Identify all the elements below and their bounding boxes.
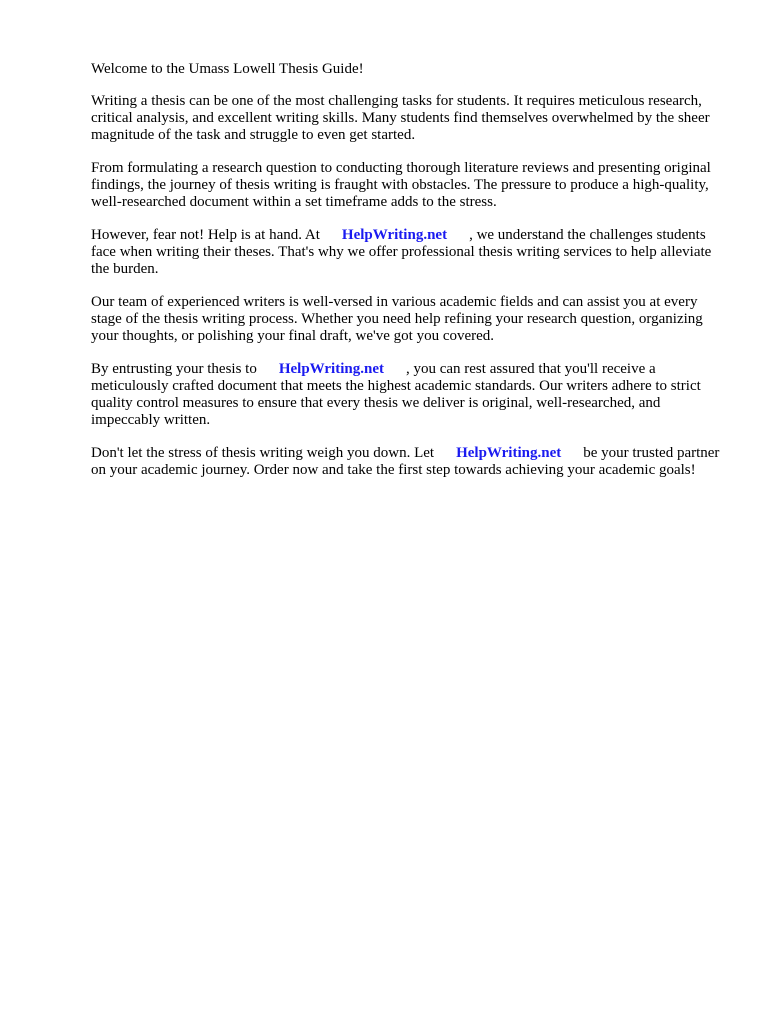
helpwriting-link[interactable]: HelpWriting.net xyxy=(278,361,384,377)
paragraph-help-text-after: , we understand the challenges students face when writing their theses. That's why we offer professional thesis writing services to help alleviate the burden. xyxy=(91,227,712,277)
document-title: Welcome to the Umass Lowell Thesis Guide! xyxy=(91,61,364,77)
paragraph-help-text-before: However, fear not! Help is at hand. At xyxy=(91,227,320,243)
paragraph-closing-text-before: Don't let the stress of thesis writing weigh you down. Let xyxy=(91,445,435,461)
paragraph-closing-text-after: be your trusted partner on your academic journey. Order now and take the first step towards achieving your academic goals! xyxy=(91,445,720,478)
paragraph-closing xyxy=(91,445,731,479)
paragraph-team: Our team of experienced writers is well-versed in various academic fields and can assist you at every stage of the thesis writing process. Whether you need help refining your research question, organizing your thoughts, or polishing your final draft, we've got you covered. xyxy=(91,294,703,344)
helpwriting-link[interactable]: HelpWriting.net xyxy=(456,445,562,461)
paragraph-entrust xyxy=(91,361,731,429)
paragraph-help xyxy=(91,227,731,278)
document-page xyxy=(91,61,731,495)
paragraph-challenges: From formulating a research question to conducting thorough literature reviews and presenting original findings, the journey of thesis writing is fraught with obstacles. The pressure to produce a high-quality, well-researched document within a set timeframe adds to the stress. xyxy=(91,160,711,210)
paragraph-entrust-text-after: , you can rest assured that you'll receive a meticulously crafted document that meets the highest academic standards. Our writers adhere to strict quality control measures to ensure that every thesis we deliver is original, well-researched, and impeccably written. xyxy=(91,361,701,428)
paragraph-entrust-text-before: By entrusting your thesis to xyxy=(91,361,257,377)
helpwriting-link[interactable]: HelpWriting.net xyxy=(341,227,448,243)
paragraph-intro: Writing a thesis can be one of the most challenging tasks for students. It requires meticulous research, critical analysis, and excellent writing skills. Many students find themselves overwhelmed by the sheer magnitude of the task and struggle to even get started. xyxy=(91,93,710,143)
